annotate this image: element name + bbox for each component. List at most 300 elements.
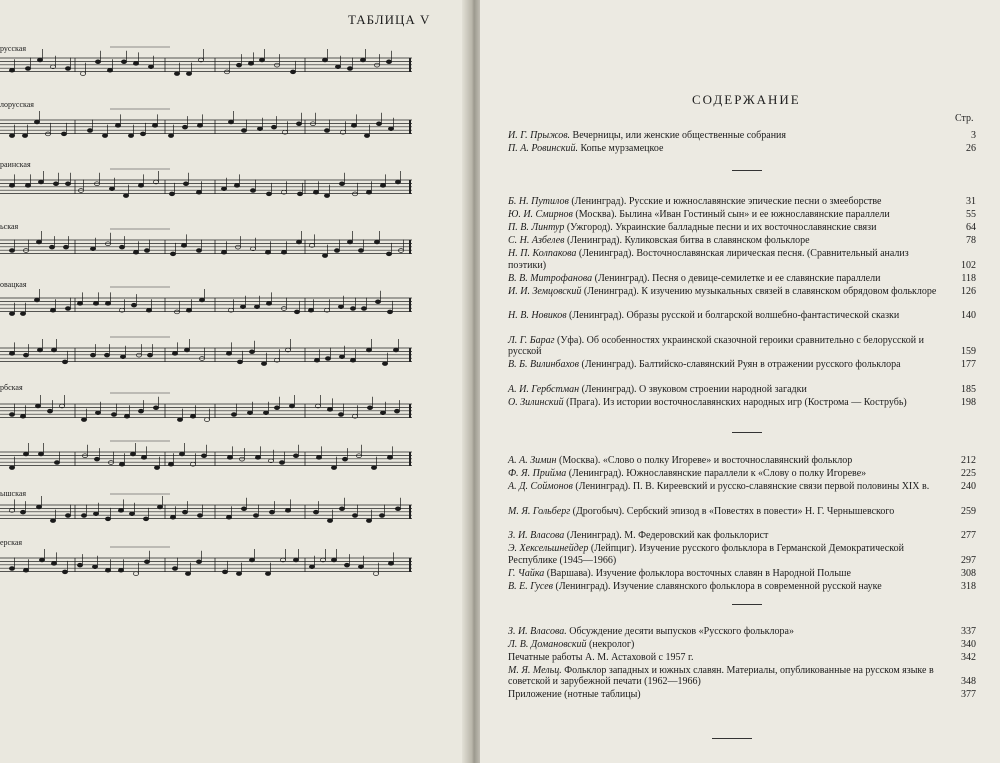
toc-title: (Ленинград). П. В. Киреевский и русско-славянские связи первой половины XIX в.: [575, 481, 930, 492]
note-head: [9, 466, 14, 470]
toc-title: (Москва). Былина «Иван Гостиный сын» и ее южнославянские параллели: [575, 209, 890, 220]
note-head: [183, 182, 188, 186]
note-head: [366, 519, 371, 523]
toc-author: Г. Чайка: [508, 567, 545, 579]
toc-title: (Ленинград). Песня о девице-семилетке и ее славянские параллели: [594, 272, 881, 284]
toc-entry: [508, 248, 976, 271]
toc-entry-text: [508, 481, 948, 493]
note-head: [138, 409, 143, 413]
toc-entry: [508, 235, 976, 247]
note-head: [237, 360, 242, 364]
note-head: [360, 58, 365, 62]
toc-page-number: 78: [966, 235, 976, 246]
note-head: [190, 414, 195, 418]
music-staff: [0, 438, 420, 484]
note-head: [123, 194, 128, 198]
toc-page-number: 340: [961, 638, 976, 650]
left-page: [0, 0, 468, 763]
note-head: [293, 454, 298, 458]
note-head: [234, 184, 239, 188]
toc-entry: [508, 543, 976, 566]
note-head: [20, 312, 25, 316]
note-head: [236, 63, 241, 67]
note-head: [386, 252, 391, 256]
music-staff: [0, 226, 420, 272]
note-head: [322, 254, 327, 258]
toc-page-number: 3: [971, 130, 976, 141]
note-head: [297, 192, 302, 196]
note-head: [144, 560, 149, 564]
note-head: [186, 308, 191, 312]
note-head: [347, 67, 352, 71]
toc-author: Ф. Я. Прийма: [508, 468, 567, 479]
toc-title: (Ужгород). Украинские балладные песни и их восточнославянские связи: [566, 222, 877, 233]
note-head: [170, 252, 175, 256]
note-head: [266, 192, 271, 196]
song-label: овацкая: [0, 280, 27, 289]
note-head: [393, 348, 398, 352]
note-head: [148, 65, 153, 69]
toc-author: Л. В. Домановский: [508, 638, 587, 650]
song-label: ьская: [0, 222, 19, 231]
toc-author: М. Я. Гольберг: [508, 505, 571, 517]
note-head: [241, 507, 246, 511]
note-head: [351, 124, 356, 128]
note-head: [120, 355, 125, 359]
note-head: [249, 350, 254, 354]
toc-author: А. И. Гербстман: [508, 383, 580, 395]
note-head: [169, 192, 174, 196]
note-head: [53, 182, 58, 186]
note-head: [95, 411, 100, 415]
toc-entry-text: [508, 397, 948, 409]
toc-entry-text: [508, 581, 948, 593]
toc-entry-text: [508, 543, 948, 566]
note-head: [36, 505, 41, 509]
music-staff: [0, 334, 420, 380]
note-head: [9, 312, 14, 316]
note-head: [296, 122, 301, 126]
note-head: [9, 184, 14, 188]
toc-entry-text: [508, 196, 948, 208]
toc-entry-text: [508, 222, 948, 234]
note-head: [327, 408, 332, 412]
note-head: [105, 302, 110, 306]
note-head: [34, 120, 39, 124]
toc-author: П. В. Линтур: [508, 222, 565, 233]
toc-page-number: 348: [961, 676, 976, 687]
toc-entry-text: [508, 689, 948, 701]
note-head: [227, 456, 232, 460]
note-head: [344, 563, 349, 567]
note-head: [90, 247, 95, 251]
note-head: [182, 125, 187, 129]
toc-entry-text: [508, 652, 948, 664]
note-head: [51, 562, 56, 566]
note-head: [226, 352, 231, 356]
note-head: [313, 510, 318, 514]
toc-page-number: 198: [961, 396, 976, 408]
note-head: [153, 406, 158, 410]
note-head: [174, 72, 179, 76]
note-head: [253, 514, 258, 518]
note-head: [133, 572, 138, 576]
note-head: [350, 358, 355, 362]
note-head: [104, 353, 109, 357]
toc-entry-text: [508, 384, 948, 396]
note-head: [37, 348, 42, 352]
toc-entry: [508, 310, 976, 322]
section-divider: [732, 604, 762, 605]
note-head: [358, 249, 363, 253]
note-head: [9, 567, 14, 571]
note-head: [379, 514, 384, 518]
toc-author: П. А. Ровинский.: [508, 143, 578, 154]
toc-entry-text: [508, 286, 948, 298]
toc-page-number: 318: [961, 580, 976, 592]
toc-entry: [508, 286, 976, 298]
toc-page-number: 225: [961, 468, 976, 479]
note-head: [157, 505, 162, 509]
toc-title: (Ленинград). Русские и южнославянские эпические песни о змееборстве: [571, 196, 882, 207]
note-head: [196, 249, 201, 253]
toc-title: (Варшава). Изучение фольклора восточных славян в Народной Польше: [546, 567, 851, 579]
right-page: [480, 0, 1000, 763]
music-staff: [0, 284, 420, 330]
toc-title: (Ленинград). Образы русской и болгарской волшебно-фантастической сказки: [569, 310, 900, 321]
toc-entry-text: [508, 359, 948, 371]
toc-title: (Ленинград). Восточнославянская лирическая песня. (Сравнительный анализ поэтики): [508, 248, 909, 271]
note-head: [93, 512, 98, 516]
note-head: [51, 348, 56, 352]
note-head: [265, 250, 270, 254]
note-head: [240, 305, 245, 309]
section-divider: [732, 432, 762, 433]
note-head: [179, 452, 184, 456]
toc-title: (Дрогобыч). Сербский эпизод в «Повестях в повести» Н. Г. Чернышевского: [572, 505, 895, 517]
toc-title: (Ленинград). Балтийско-славянский Руян в отражении русского фольклора: [581, 359, 901, 370]
note-head: [131, 303, 136, 307]
note-head: [334, 249, 339, 253]
toc-title: Фольклор западных и южных славян. Материалы, опубликованные на русском языке в советской и зарубежной печати (1962—1966): [508, 664, 934, 687]
music-staff: [0, 106, 420, 152]
toc-title: (Ленинград). М. Федеровский как фольклорист: [566, 530, 769, 541]
note-head: [374, 240, 379, 244]
note-head: [196, 190, 201, 194]
note-head: [50, 308, 55, 312]
toc-title: (Ленинград). Южнославянские параллели к «Слову о полку Игореве»: [568, 468, 867, 479]
toc-entry: [508, 530, 976, 542]
toc-entry: [508, 481, 976, 493]
note-head: [339, 507, 344, 511]
toc-entry: [508, 639, 976, 651]
note-head: [129, 512, 134, 516]
note-head: [331, 466, 336, 470]
note-head: [228, 120, 233, 124]
note-head: [77, 302, 82, 306]
toc-entry-text: [508, 506, 948, 518]
note-head: [316, 456, 321, 460]
toc-author: Н. В. Новиков: [508, 310, 567, 321]
toc-page-number: 342: [961, 651, 976, 663]
note-head: [335, 65, 340, 69]
note-head: [248, 62, 253, 66]
note-head: [254, 305, 259, 309]
toc-author: Э. Хексельшнейдер: [508, 543, 589, 554]
note-head: [231, 413, 236, 417]
note-head: [182, 510, 187, 514]
note-head: [121, 60, 126, 64]
note-head: [184, 348, 189, 352]
note-head: [314, 358, 319, 362]
note-head: [261, 362, 266, 366]
toc-entry: [508, 626, 976, 638]
note-head: [322, 58, 327, 62]
note-head: [144, 249, 149, 253]
note-head: [269, 510, 274, 514]
toc-entry: [508, 506, 976, 518]
note-head: [65, 182, 70, 186]
note-head: [241, 129, 246, 133]
note-head: [395, 180, 400, 184]
note-head: [109, 187, 114, 191]
note-head: [35, 404, 40, 408]
note-head: [186, 72, 191, 76]
note-head: [249, 558, 254, 562]
note-head: [172, 352, 177, 356]
toc-entry-text: [508, 455, 948, 467]
note-head: [313, 190, 318, 194]
note-head: [20, 510, 25, 514]
note-head: [80, 72, 85, 76]
note-head: [37, 58, 42, 62]
note-head: [81, 418, 86, 422]
note-head: [331, 558, 336, 562]
toc-author: Н. П. Колпакова: [508, 248, 577, 259]
note-head: [236, 572, 241, 576]
music-staff: [0, 44, 420, 90]
note-head: [271, 125, 276, 129]
note-head: [168, 134, 173, 138]
note-head: [9, 249, 14, 253]
note-head: [93, 302, 98, 306]
note-head: [222, 570, 227, 574]
note-head: [274, 406, 279, 410]
music-staff: [0, 491, 420, 537]
toc-title: Приложение (нотные таблицы): [508, 689, 641, 700]
toc-entry: [508, 335, 976, 358]
toc-entry: [508, 468, 976, 480]
toc-title: (некролог): [589, 638, 635, 650]
toc-entry-text: [508, 568, 948, 580]
toc-page-number: 185: [961, 383, 976, 395]
toc-title: (Москва). «Слово о полку Игореве» и восточнославянский фольклор: [559, 455, 853, 466]
note-head: [226, 515, 231, 519]
note-head: [199, 298, 204, 302]
note-head: [152, 124, 157, 128]
note-head: [290, 70, 295, 74]
note-head: [204, 418, 209, 422]
note-head: [92, 565, 97, 569]
toc-entry-text: [508, 665, 948, 688]
note-head: [9, 134, 14, 138]
note-head: [387, 456, 392, 460]
toc-author: В. В. Митрофанова: [508, 272, 593, 284]
note-head: [259, 58, 264, 62]
note-head: [375, 300, 380, 304]
note-head: [324, 194, 329, 198]
note-head: [54, 461, 59, 465]
toc-page-number: 31: [966, 196, 976, 207]
song-label: раинская: [0, 160, 31, 169]
note-head: [143, 517, 148, 521]
note-head: [308, 308, 313, 312]
toc-entry: [508, 455, 976, 467]
note-head: [263, 411, 268, 415]
note-head: [77, 563, 82, 567]
note-head: [22, 134, 27, 138]
note-head: [140, 132, 145, 136]
toc-author: В. Б. Вилинбахов: [508, 359, 579, 370]
song-label: лорусская: [0, 100, 34, 109]
toc-title: (Лейпциг). Изучение русского фольклора в Германской Демократической Республике (1945—1966): [508, 543, 904, 566]
note-head: [94, 457, 99, 461]
toc-author: Б. Н. Путилов: [508, 196, 569, 207]
note-head: [25, 67, 30, 71]
toc-entry: [508, 652, 976, 664]
song-label: ерская: [0, 538, 23, 547]
toc-entry: [508, 209, 976, 221]
toc-entry-text: [508, 235, 948, 247]
toc-entry: [508, 196, 976, 208]
note-head: [380, 184, 385, 188]
toc-entry-text: [508, 248, 948, 271]
note-head: [25, 184, 30, 188]
toc-author: Л. Г. Бараг: [508, 334, 555, 346]
note-head: [338, 305, 343, 309]
note-head: [281, 250, 286, 254]
note-head: [196, 560, 201, 564]
note-head: [257, 127, 262, 131]
note-head: [347, 240, 352, 244]
note-head: [279, 461, 284, 465]
note-head: [50, 519, 55, 523]
note-head: [197, 124, 202, 128]
toc-author: И. Г. Прыжов.: [508, 130, 571, 141]
song-label: русская: [0, 44, 26, 53]
note-head: [221, 187, 226, 191]
note-head: [65, 67, 70, 71]
toc-entry: [508, 397, 976, 409]
toc-entry: [508, 689, 976, 701]
note-head: [371, 466, 376, 470]
toc-title: Копье мурзамецкое: [580, 143, 664, 154]
toc-title: Вечерницы, или женские общественные собрания: [572, 130, 787, 141]
toc-entry-text: [508, 639, 948, 651]
note-head: [119, 462, 124, 466]
toc-page-number: 377: [961, 689, 976, 700]
toc-entry: [508, 273, 976, 285]
note-head: [20, 414, 25, 418]
toc-entry: [508, 568, 976, 580]
toc-author: Ю. И. Смирнов: [508, 209, 573, 220]
note-head: [141, 456, 146, 460]
toc-author: С. Н. Азбелев: [508, 235, 565, 246]
note-head: [296, 240, 301, 244]
note-head: [9, 413, 14, 417]
note-head: [23, 353, 28, 357]
note-head: [61, 132, 66, 136]
toc-entry-text: [508, 143, 948, 155]
note-head: [221, 250, 226, 254]
toc-entry-text: [508, 209, 948, 221]
table-title: ТАБЛИЦА V: [348, 12, 431, 27]
toc-entry: [508, 222, 976, 234]
note-head: [177, 418, 182, 422]
note-head: [352, 514, 357, 518]
toc-page-number: 297: [961, 554, 976, 566]
toc-entry: [508, 143, 976, 155]
toc-author: А. Д. Соймонов: [508, 481, 573, 492]
contents-title: СОДЕРЖАНИЕ: [692, 92, 801, 107]
toc-page-number: 64: [966, 222, 976, 233]
toc-entry-text: [508, 468, 948, 480]
note-head: [395, 507, 400, 511]
note-head: [146, 308, 151, 312]
note-head: [62, 570, 67, 574]
toc-page-number: 277: [961, 530, 976, 541]
note-head: [255, 456, 260, 460]
note-head: [111, 413, 116, 417]
toc-page-number: 55: [966, 209, 976, 220]
toc-page-number: 308: [961, 567, 976, 579]
toc-title: (Ленинград). Куликовская битва в славянском фольклоре: [567, 235, 810, 246]
note-head: [49, 245, 54, 249]
toc-entry-text: [508, 310, 948, 322]
toc-title: (Ленинград). К изучению музыкальных связей в славянском обрядовом фольклоре: [583, 285, 937, 297]
toc-author: З. И. Власова.: [508, 625, 567, 637]
toc-title: (Прага). Из истории восточнославянских народных игр (Кострома — Кострубь): [566, 396, 907, 408]
note-head: [119, 245, 124, 249]
note-head: [185, 572, 190, 576]
note-head: [115, 124, 120, 128]
note-head: [107, 68, 112, 72]
toc-title: Обсуждение десяти выпусков «Русского фольклора»: [569, 625, 794, 637]
section-divider: [732, 170, 762, 171]
note-head: [138, 184, 143, 188]
music-staff: [0, 166, 420, 212]
note-head: [102, 134, 107, 138]
note-head: [23, 568, 28, 572]
note-head: [386, 60, 391, 64]
note-head: [265, 572, 270, 576]
note-head: [90, 353, 95, 357]
note-head: [39, 558, 44, 562]
note-head: [38, 180, 43, 184]
toc-title: (Уфа). Об особенностях украинской сказочной героики сравнительно с белорусской и русской: [508, 334, 924, 357]
toc-page-number: 337: [961, 625, 976, 637]
toc-author: А. А. Зимин: [508, 455, 557, 466]
note-head: [170, 515, 175, 519]
note-head: [36, 240, 41, 244]
note-head: [325, 357, 330, 361]
end-divider: [712, 738, 752, 739]
note-head: [366, 348, 371, 352]
toc-page-number: 177: [961, 359, 976, 370]
note-head: [95, 60, 100, 64]
note-head: [285, 509, 290, 513]
note-head: [197, 514, 202, 518]
